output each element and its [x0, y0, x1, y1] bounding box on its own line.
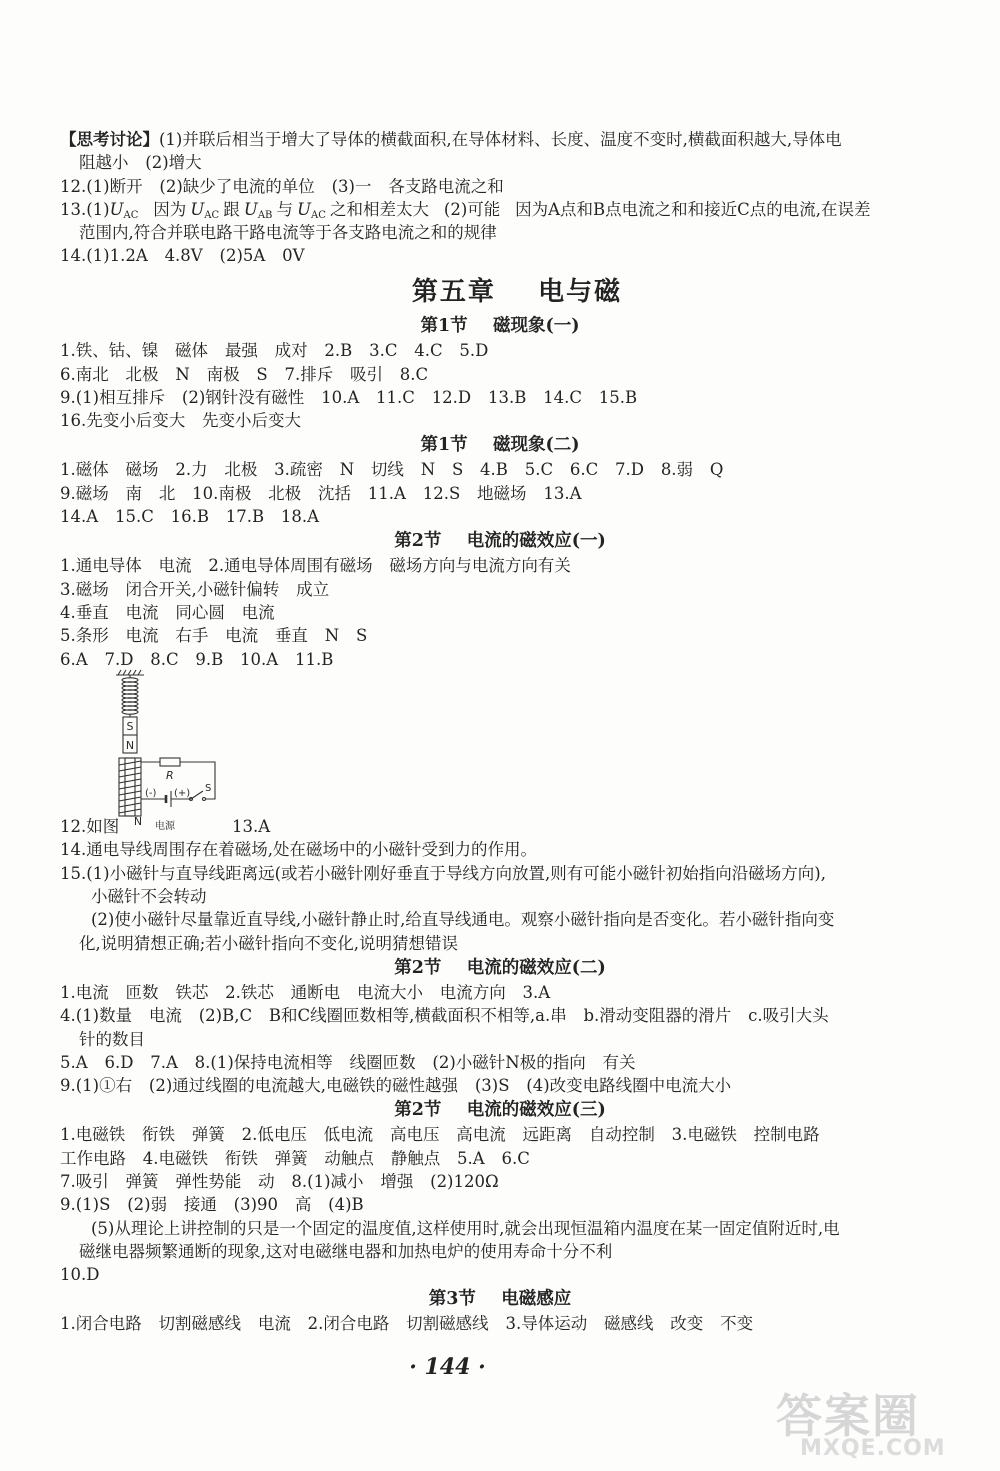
circuit-diagram — [105, 669, 230, 839]
answer-line-q13 — [60, 198, 940, 221]
section-title: 第3节 电磁感应 — [428, 1289, 572, 1310]
answer-text: 之和相差太大 — [330, 199, 430, 219]
answer-line — [60, 128, 940, 151]
voltage-symbol: U — [243, 199, 258, 219]
think-discuss-label: 【思考讨论】 — [60, 130, 159, 149]
battery-positive-label: (+) — [174, 787, 191, 799]
voltage-subscript: AC — [311, 209, 326, 221]
question-number: 13.(1) — [60, 199, 110, 219]
chapter-title: 第五章 电与磁 — [411, 276, 623, 307]
answer-line: 14.A 15.C 16.B 17.B 18.A — [60, 507, 320, 527]
section-title: 第1节 磁现象(二) — [420, 435, 580, 456]
ceiling-hatch — [118, 670, 121, 675]
power-source-label: 电源 — [155, 820, 175, 832]
figure-caption: 12.如图 — [60, 817, 120, 837]
magnet-s-label: S — [126, 719, 134, 733]
coil-winding — [119, 761, 141, 813]
answer-line: 工作电路 4.电磁铁 衔铁 弹簧 动触点 静触点 5.A 6.C — [60, 1148, 530, 1168]
watermark-logo: 答案圈 — [776, 1389, 920, 1443]
answer-line: 5.条形 电流 右手 电流 垂直 N S — [60, 626, 368, 646]
section-title: 第1节 磁现象(一) — [420, 316, 580, 337]
answer-line: 14.(1)1.2A 4.8V (2)5A 0V — [60, 246, 305, 266]
answer-line: 1.电磁铁 衔铁 弹簧 2.低电压 低电流 高电压 高电流 远距离 自动控制 3.电磁铁 控制电路 — [60, 1125, 820, 1145]
section-title: 第2节 电流的磁效应(一) — [394, 531, 606, 552]
switch-label: S — [205, 782, 212, 794]
answer-line: 1.闭合电路 切割磁感线 电流 2.闭合电路 切割磁感线 3.导体运动 磁感线 改变 不变 — [60, 1314, 754, 1334]
answer-line: 1.电流 匝数 铁芯 2.铁芯 通断电 电流大小 电流方向 3.A — [60, 982, 551, 1002]
answer-text: (2)可能 — [443, 199, 501, 219]
answer-line: 小磁针不会转动 — [91, 887, 207, 907]
section-title: 第2节 电流的磁效应(三) — [394, 1100, 606, 1121]
ceiling-hatch — [123, 670, 126, 675]
answer-text: (1)并联后相当于增大了导体的横截面积,在导体材料、长度、温度不变时,横截面积越大,导体电 — [159, 130, 842, 149]
ceiling-hatch — [138, 670, 141, 675]
answer-line: 4.(1)数量 电流 (2)B,C B和C线圈匝数相等,横截面积不相等,a.串 b.滑动变阻器的滑片 c.吸引大头 — [60, 1006, 829, 1026]
answer-line: 14.通电导线周围存在着磁场,处在磁场中的小磁针受到力的作用。 — [60, 840, 537, 860]
answer-line: 针的数目 — [79, 1029, 145, 1049]
answer-text: 因为A点和B点电流之和和接近C点的电流,在误差 — [515, 199, 871, 219]
answer-line: 15.(1)小磁针与直导线距离远(或若小磁针刚好垂直于导线方向放置,则有可能小磁针初始指向沿磁场方向), — [60, 863, 826, 883]
answer-line: 1.通电导体 电流 2.通电导体周围有磁场 磁场方向与电流方向有关 — [60, 556, 571, 576]
answer-text: 13.A — [232, 817, 271, 837]
answer-line: 9.(1)S (2)弱 接通 (3)90 高 (4)B — [60, 1195, 364, 1215]
answer-line: 9.(1)相互排斥 (2)钢针没有磁性 10.A 11.C 12.D 13.B 14.C 15.B — [60, 387, 638, 407]
voltage-symbol: U — [190, 199, 205, 219]
answer-line: 磁继电器频繁通断的现象,这对电磁继电器和加热电炉的使用寿命十分不利 — [79, 1241, 613, 1261]
answer-text: 因为 — [153, 199, 187, 219]
answer-line: 3.磁场 闭合开关,小磁针偏转 成立 — [60, 579, 330, 599]
switch-contact — [203, 797, 206, 800]
answer-line: 6.南北 北极 N 南极 S 7.排斥 吸引 8.C — [60, 364, 429, 384]
watermark-site: MXQE.COM — [800, 1436, 946, 1461]
answer-line: 1.磁体 磁场 2.力 北极 3.疏密 N 切线 N S 4.B 5.C 6.C 7.D 8.弱 Q — [60, 460, 724, 480]
ceiling-hatch — [133, 670, 136, 675]
answer-line: 6.A 7.D 8.C 9.B 10.A 11.B — [60, 649, 334, 669]
voltage-symbol: U — [109, 199, 124, 219]
answer-line: 1.铁、钴、镍 磁体 最强 成对 2.B 3.C 4.C 5.D — [60, 341, 489, 361]
switch-blade — [191, 791, 203, 799]
magnet-n-label: N — [125, 738, 135, 752]
battery-negative-label: (-) — [145, 787, 157, 799]
answer-line: 阻越小 (2)增大 — [79, 153, 202, 173]
answer-line: 16.先变小后变大 先变小后变大 — [60, 411, 302, 431]
answer-line: 化,说明猜想正确;若小磁针指向不变化,说明猜想错误 — [79, 933, 459, 953]
answer-line: 5.A 6.D 7.A 8.(1)保持电流相等 线圈匝数 (2)小磁针N极的指向 有关 — [60, 1052, 636, 1072]
answer-line: (2)使小磁针尽量靠近直导线,小磁针静止时,给直导线通电。观察小磁针指向是否变化。若小磁针指向变 — [91, 910, 835, 930]
page-number: · 144 · — [409, 1354, 486, 1380]
resistor — [160, 758, 180, 766]
coil-pole-label: N — [133, 814, 143, 828]
voltage-subscript: AC — [123, 209, 139, 221]
answer-text: 与 — [276, 199, 294, 219]
answer-line: 10.D — [60, 1265, 100, 1285]
answer-line: 9.磁场 南 北 10.南极 北极 沈括 11.A 12.S 地磁场 13.A — [60, 483, 582, 503]
answer-line: 12.(1)断开 (2)缺少了电流的单位 (3)一 各支路电流之和 — [60, 176, 504, 196]
answer-text: 跟 — [223, 199, 240, 219]
answer-line: 7.吸引 弹簧 弹性势能 动 8.(1)减小 增强 (2)120Ω — [60, 1172, 499, 1191]
resistor-label: R — [166, 768, 174, 782]
answer-line: (5)从理论上讲控制的只是一个固定的温度值,这样使用时,就会出现恒温箱内温度在某一固定值附近时,电 — [91, 1218, 840, 1238]
ceiling-hatch — [128, 670, 131, 675]
voltage-subscript: AB — [257, 209, 273, 221]
section-title: 第2节 电流的磁效应(二) — [394, 957, 606, 978]
answer-line: 4.垂直 电流 同心圆 电流 — [60, 602, 275, 622]
voltage-subscript: AC — [204, 209, 220, 221]
voltage-symbol: U — [297, 199, 312, 219]
answer-content — [60, 128, 940, 1336]
answer-line: 9.(1)①右 (2)通过线圈的电流越大,电磁铁的磁性越强 (3)S (4)改变电路线圈中电流大小 — [60, 1076, 732, 1096]
answer-line: 范围内,符合并联电路干路电流等于各支路电流之和的规律 — [79, 223, 497, 243]
